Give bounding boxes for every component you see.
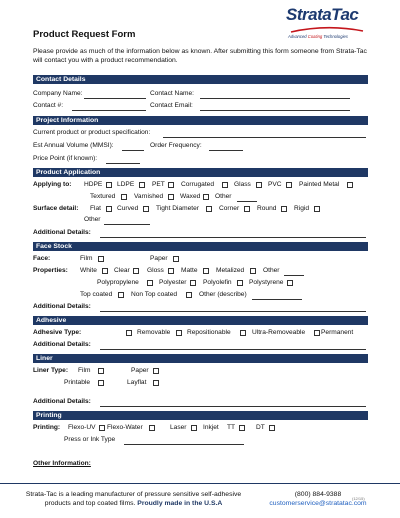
liner-paper-checkbox[interactable]: [153, 368, 159, 374]
footer-email-link[interactable]: customerservice@stratatac.com: [269, 500, 367, 507]
liner-additional-field[interactable]: [100, 406, 366, 407]
surface-corner-label: Corner: [219, 205, 240, 212]
prop-polystyrene-checkbox[interactable]: [287, 280, 293, 286]
adhesive-removable-label: Removable: [137, 329, 171, 336]
liner-paper-label: Paper: [131, 367, 149, 374]
option-ldpe-label: LDPE: [117, 181, 135, 188]
surface-round-label: Round: [257, 205, 277, 212]
option-textured-checkbox[interactable]: [121, 194, 127, 200]
surface-rigid-checkbox[interactable]: [314, 206, 320, 212]
adhesive-type-label: Adhesive Type:: [33, 329, 82, 336]
prop-clear-checkbox[interactable]: [133, 268, 139, 274]
adhesive-repositionable-checkbox[interactable]: [176, 330, 182, 336]
prop-polypropylene-checkbox[interactable]: [147, 280, 153, 286]
liner-film-checkbox[interactable]: [98, 368, 104, 374]
face-paper-label: Paper: [150, 255, 168, 262]
footer-line-2: products and top coated films. Proudly made in the U.S.A: [44, 500, 223, 507]
section-contact-details: Contact Details: [33, 75, 368, 84]
option-varnished-label: Varnished: [134, 193, 164, 200]
prop-polyester-checkbox[interactable]: [190, 280, 196, 286]
contact-name-label: Contact Name:: [150, 90, 194, 97]
prop-gloss-label: Gloss: [147, 267, 164, 274]
contact-name-field[interactable]: [200, 98, 350, 99]
surface-detail-label: Surface detail:: [33, 205, 79, 212]
printing-label: Printing:: [33, 424, 61, 431]
surface-curved-label: Curved: [117, 205, 139, 212]
section-project-information: Project Information: [33, 116, 368, 125]
printing-laser-label: Laser: [170, 424, 187, 431]
prop-other-label: Other: [263, 267, 280, 274]
face-film-checkbox[interactable]: [98, 256, 104, 262]
adhesive-additional-label: Additional Details:: [33, 341, 91, 348]
option-varnished-checkbox[interactable]: [168, 194, 174, 200]
surface-rigid-label: Rigid: [294, 205, 310, 212]
option-other-field[interactable]: [237, 201, 257, 202]
option-corrugated-label: Corrugated: [181, 181, 214, 188]
option-pvc-checkbox[interactable]: [286, 182, 292, 188]
prop-white-label: White: [80, 267, 97, 274]
application-additional-label: Additional Details:: [33, 229, 91, 236]
contact-number-label: Contact #:: [33, 102, 64, 109]
section-product-application: Product Application: [33, 168, 368, 177]
option-other-label: Other: [215, 193, 232, 200]
prop-white-checkbox[interactable]: [102, 268, 108, 274]
press-ink-type-field[interactable]: [124, 444, 244, 445]
logo-wordmark: StrataTac: [286, 5, 359, 24]
company-name-label: Company Name:: [33, 90, 83, 97]
printing-inkjet-label: Inkjet: [203, 424, 219, 431]
surface-other-label: Other: [84, 216, 101, 223]
option-hdpe-label: HDPE: [84, 181, 103, 188]
strata-tac-logo: [286, 5, 372, 45]
face-label: Face:: [33, 255, 51, 262]
option-glass-label: Glass: [234, 181, 251, 188]
order-frequency-field[interactable]: [209, 150, 243, 151]
section-face-stock: Face Stock: [33, 242, 368, 251]
printing-tt-label: TT: [227, 424, 236, 431]
printing-laser-checkbox[interactable]: [191, 425, 197, 431]
liner-additional-label: Additional Details:: [33, 398, 91, 405]
option-pet-checkbox[interactable]: [168, 182, 174, 188]
contact-email-field[interactable]: [200, 110, 350, 111]
prop-other-field[interactable]: [284, 275, 304, 276]
annual-volume-label: Est Annual Volume (MMSI):: [33, 142, 114, 149]
prop-other-describe-field[interactable]: [252, 299, 302, 300]
form-title: Product Request Form: [33, 29, 136, 40]
facestock-additional-label: Additional Details:: [33, 303, 91, 310]
adhesive-permanent-label: Permanent: [321, 329, 354, 336]
option-waxed-checkbox[interactable]: [203, 194, 209, 200]
prop-metalized-checkbox[interactable]: [250, 268, 256, 274]
prop-gloss-checkbox[interactable]: [168, 268, 174, 274]
prop-non-top-coated-label: Non Top coated: [131, 291, 178, 298]
prop-metalized-label: Metalized: [216, 267, 245, 274]
option-pet-label: PET: [152, 181, 165, 188]
section-printing: Printing: [33, 411, 368, 420]
logo-swoosh-icon: [290, 26, 364, 34]
liner-printable-checkbox[interactable]: [98, 380, 104, 386]
footer-description: [6, 490, 261, 508]
prop-polystyrene-label: Polystyrene: [249, 279, 284, 286]
printing-flexo-uv-checkbox[interactable]: [99, 425, 105, 431]
footer-divider: [0, 483, 400, 484]
logo-tagline: Advanced Coating Technologies: [288, 34, 348, 39]
liner-type-label: Liner Type:: [33, 367, 69, 374]
liner-printable-label: Printable: [64, 379, 91, 386]
facestock-additional-field[interactable]: [100, 311, 366, 312]
application-additional-field[interactable]: [100, 237, 366, 238]
price-point-label: Price Point (if known):: [33, 155, 98, 162]
footer-phone: (800) 884-9388: [294, 491, 342, 498]
option-ldpe-checkbox[interactable]: [139, 182, 145, 188]
current-product-field[interactable]: [163, 137, 366, 138]
prop-top-coated-checkbox[interactable]: [118, 292, 124, 298]
adhesive-permanent-checkbox[interactable]: [314, 330, 320, 336]
option-textured-label: Textured: [90, 193, 116, 200]
prop-polyolefin-checkbox[interactable]: [237, 280, 243, 286]
press-ink-type-label: Press or Ink Type: [64, 436, 116, 443]
price-point-field[interactable]: [106, 163, 140, 164]
surface-other-field[interactable]: [104, 224, 150, 225]
adhesive-ultra-removeable-label: Ultra-Removeable: [252, 329, 306, 336]
option-hdpe-checkbox[interactable]: [106, 182, 112, 188]
contact-number-field[interactable]: [72, 110, 146, 111]
printing-flexo-water-checkbox[interactable]: [149, 425, 155, 431]
adhesive-removable-checkbox[interactable]: [126, 330, 132, 336]
printing-flexo-water-label: Flexo-Water: [107, 424, 143, 431]
footer-line-1: Strata-Tac is a leading manufacturer of pressure sensitive self-adhesive: [25, 491, 242, 498]
surface-corner-checkbox[interactable]: [244, 206, 250, 212]
surface-curved-checkbox[interactable]: [143, 206, 149, 212]
liner-layflat-label: Layflat: [127, 379, 147, 386]
option-corrugated-checkbox[interactable]: [222, 182, 228, 188]
annual-volume-field[interactable]: [122, 150, 144, 151]
surface-tight-diameter-checkbox[interactable]: [206, 206, 212, 212]
prop-non-top-coated-checkbox[interactable]: [186, 292, 192, 298]
applying-to-label: Applying to:: [33, 181, 72, 188]
printing-dt-checkbox[interactable]: [269, 425, 275, 431]
surface-round-checkbox[interactable]: [281, 206, 287, 212]
prop-matte-checkbox[interactable]: [203, 268, 209, 274]
prop-other-describe-label: Other (describe): [199, 291, 247, 298]
prop-matte-label: Matte: [181, 267, 198, 274]
section-liner: Liner: [33, 354, 368, 363]
surface-flat-checkbox[interactable]: [106, 206, 112, 212]
other-information-label: Other Information:: [33, 460, 91, 467]
face-film-label: Film: [80, 255, 93, 262]
properties-label: Properties:: [33, 267, 68, 274]
option-pvc-label: PVC: [268, 181, 282, 188]
option-painted-metal-checkbox[interactable]: [347, 182, 353, 188]
prop-polypropylene-label: Polypropylene: [97, 279, 139, 286]
contact-email-label: Contact Email:: [150, 102, 193, 109]
surface-tight-diameter-label: Tight Diameter: [156, 205, 199, 212]
adhesive-additional-field[interactable]: [100, 349, 366, 350]
current-product-label: Current product or product specification:: [33, 129, 151, 136]
prop-polyester-label: Polyester: [159, 279, 187, 286]
prop-clear-label: Clear: [114, 267, 130, 274]
adhesive-ultra-removeable-checkbox[interactable]: [240, 330, 246, 336]
surface-flat-label: Flat: [90, 205, 101, 212]
section-adhesive: Adhesive: [33, 316, 368, 325]
printing-dt-label: DT: [256, 424, 265, 431]
printing-flexo-uv-label: Flexo-UV: [68, 424, 96, 431]
form-version-code: (12/15): [352, 496, 365, 501]
liner-film-label: Film: [78, 367, 91, 374]
option-waxed-label: Waxed: [180, 193, 201, 200]
liner-layflat-checkbox[interactable]: [153, 380, 159, 386]
option-glass-checkbox[interactable]: [256, 182, 262, 188]
face-paper-checkbox[interactable]: [173, 256, 179, 262]
adhesive-repositionable-label: Repositionable: [187, 329, 231, 336]
option-painted-metal-label: Painted Metal: [299, 181, 340, 188]
intro-text: Please provide as much of the information below as known. After submitting this form someone from Strata-Tac will contact you with a product recommendation.: [33, 48, 367, 64]
order-frequency-label: Order Frequency:: [150, 142, 202, 149]
printing-tt-checkbox[interactable]: [239, 425, 245, 431]
prop-polyolefin-label: Polyolefin: [203, 279, 232, 286]
prop-top-coated-label: Top coated: [80, 291, 113, 298]
company-name-field[interactable]: [84, 98, 146, 99]
